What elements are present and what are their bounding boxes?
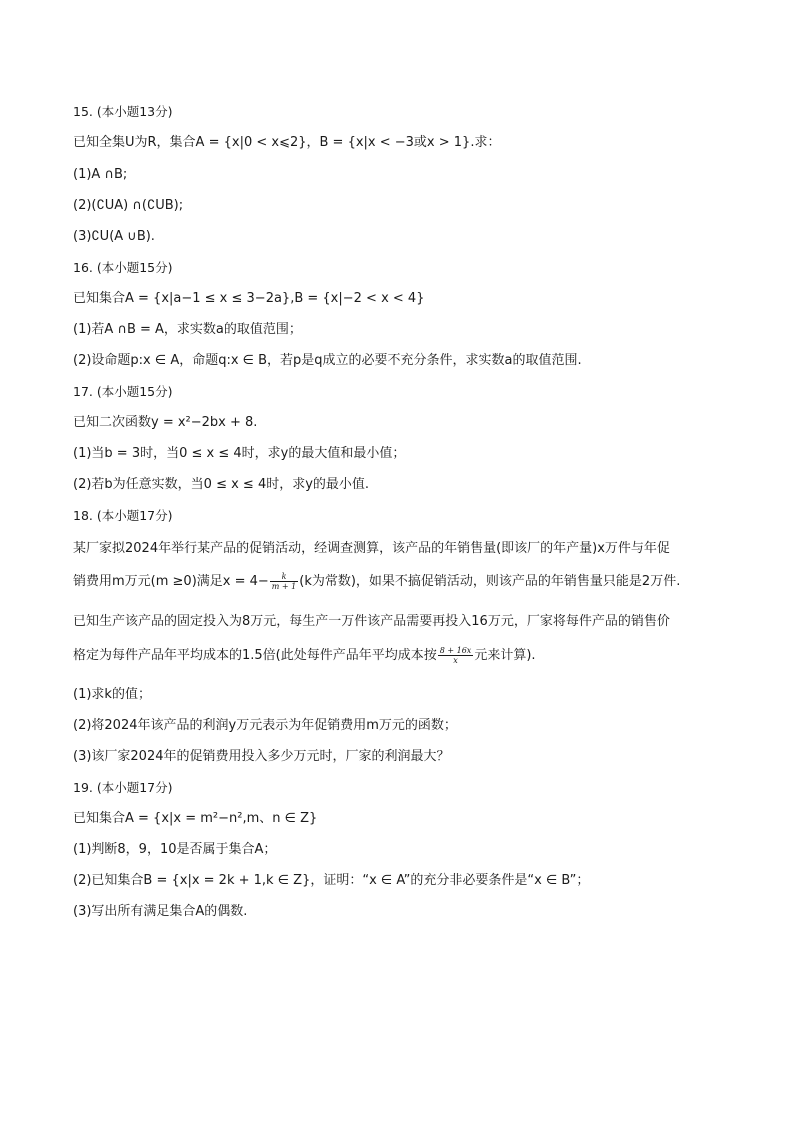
question-18-line-4-text-a: 格定为每件产品年平均成本的1.5倍(此处每件产品年平均成本按 [73,648,437,663]
question-16-title: 16. (本小题15分) [73,260,173,275]
question-19-part-2: (2)已知集合B = {x|x = 2k + 1,k ∈ Z}，证明：“x ∈ A”的充分非必要条件是“x ∈ B”； [73,873,590,888]
fraction-numerator: k [270,572,298,582]
question-19-part-3: (3)写出所有满足集合A的偶数. [73,904,248,919]
question-18-line-3: 已知生产该产品的固定投入为8万元，每生产一万件该产品需要再投入16万元，厂家将每件产品的销售价 [73,614,670,629]
question-18-title: 18. (本小题17分) [73,508,173,523]
question-18-line-2-text-b: (k为常数)，如果不搞促销活动，则该产品的年销售量只能是2万件. [299,574,681,589]
fraction-denominator: m + 1 [271,582,297,591]
fraction-numerator: 8 + 16x [439,646,472,655]
question-18-line-4 [73,646,536,665]
question-15-part-3: (3)∁U(A ∪B). [73,229,155,244]
question-16-stem: 已知集合A = {x|a−1 ≤ x ≤ 3−2a},B = {x|−2 < x < 4} [73,291,425,306]
question-18-line-1: 某厂家拟2024年举行某产品的促销活动，经调查测算，该产品的年销售量(即该厂的年产量)x万件与年促 [73,541,670,556]
average-cost-fraction [438,646,474,665]
question-18-part-3: (3)该厂家2024年的促销费用投入多少万元时，厂家的利润最大？ [73,749,450,764]
question-18-line-4-text-b: 元来计算). [474,648,536,663]
fraction-denominator: x [453,656,458,665]
question-17-stem: 已知二次函数y = x²−2bx + 8. [73,415,258,430]
question-16-part-2: (2)设命题p:x ∈ A，命题q:x ∈ B，若p是q成立的必要不充分条件，求实数a的取值范围. [73,353,582,368]
question-15-stem: 已知全集U为R，集合A = {x|0 < x⩽2}，B = {x|x < −3或x > 1}.求： [73,135,501,150]
question-18-part-2: (2)将2024年该产品的利润y万元表示为年促销费用m万元的函数； [73,718,457,733]
question-15-part-2: (2)(∁UA) ∩(∁UB); [73,198,184,213]
question-15-part-1: (1)A ∩B; [73,167,128,182]
question-17-part-1: (1)当b = 3时，当0 ≤ x ≤ 4时，求y的最大值和最小值； [73,446,406,461]
question-18-part-1: (1)求k的值； [73,687,151,702]
question-17-part-2: (2)若b为任意实数，当0 ≤ x ≤ 4时，求y的最小值. [73,477,370,492]
question-15-title: 15. (本小题13分) [73,104,173,119]
question-18-line-2 [73,572,680,591]
question-19-stem: 已知集合A = {x|x = m²−n²,m、n ∈ Z} [73,811,318,826]
k-over-m-plus-1-fraction [270,572,298,591]
question-19-title: 19. (本小题17分) [73,780,173,795]
question-17-title: 17. (本小题15分) [73,384,173,399]
question-18-line-2-text-a: 销费用m万元(m ≥0)满足x = 4− [73,574,269,589]
question-19-part-1: (1)判断8，9，10是否属于集合A； [73,842,277,857]
question-16-part-1: (1)若A ∩B = A，求实数a的取值范围； [73,322,302,337]
